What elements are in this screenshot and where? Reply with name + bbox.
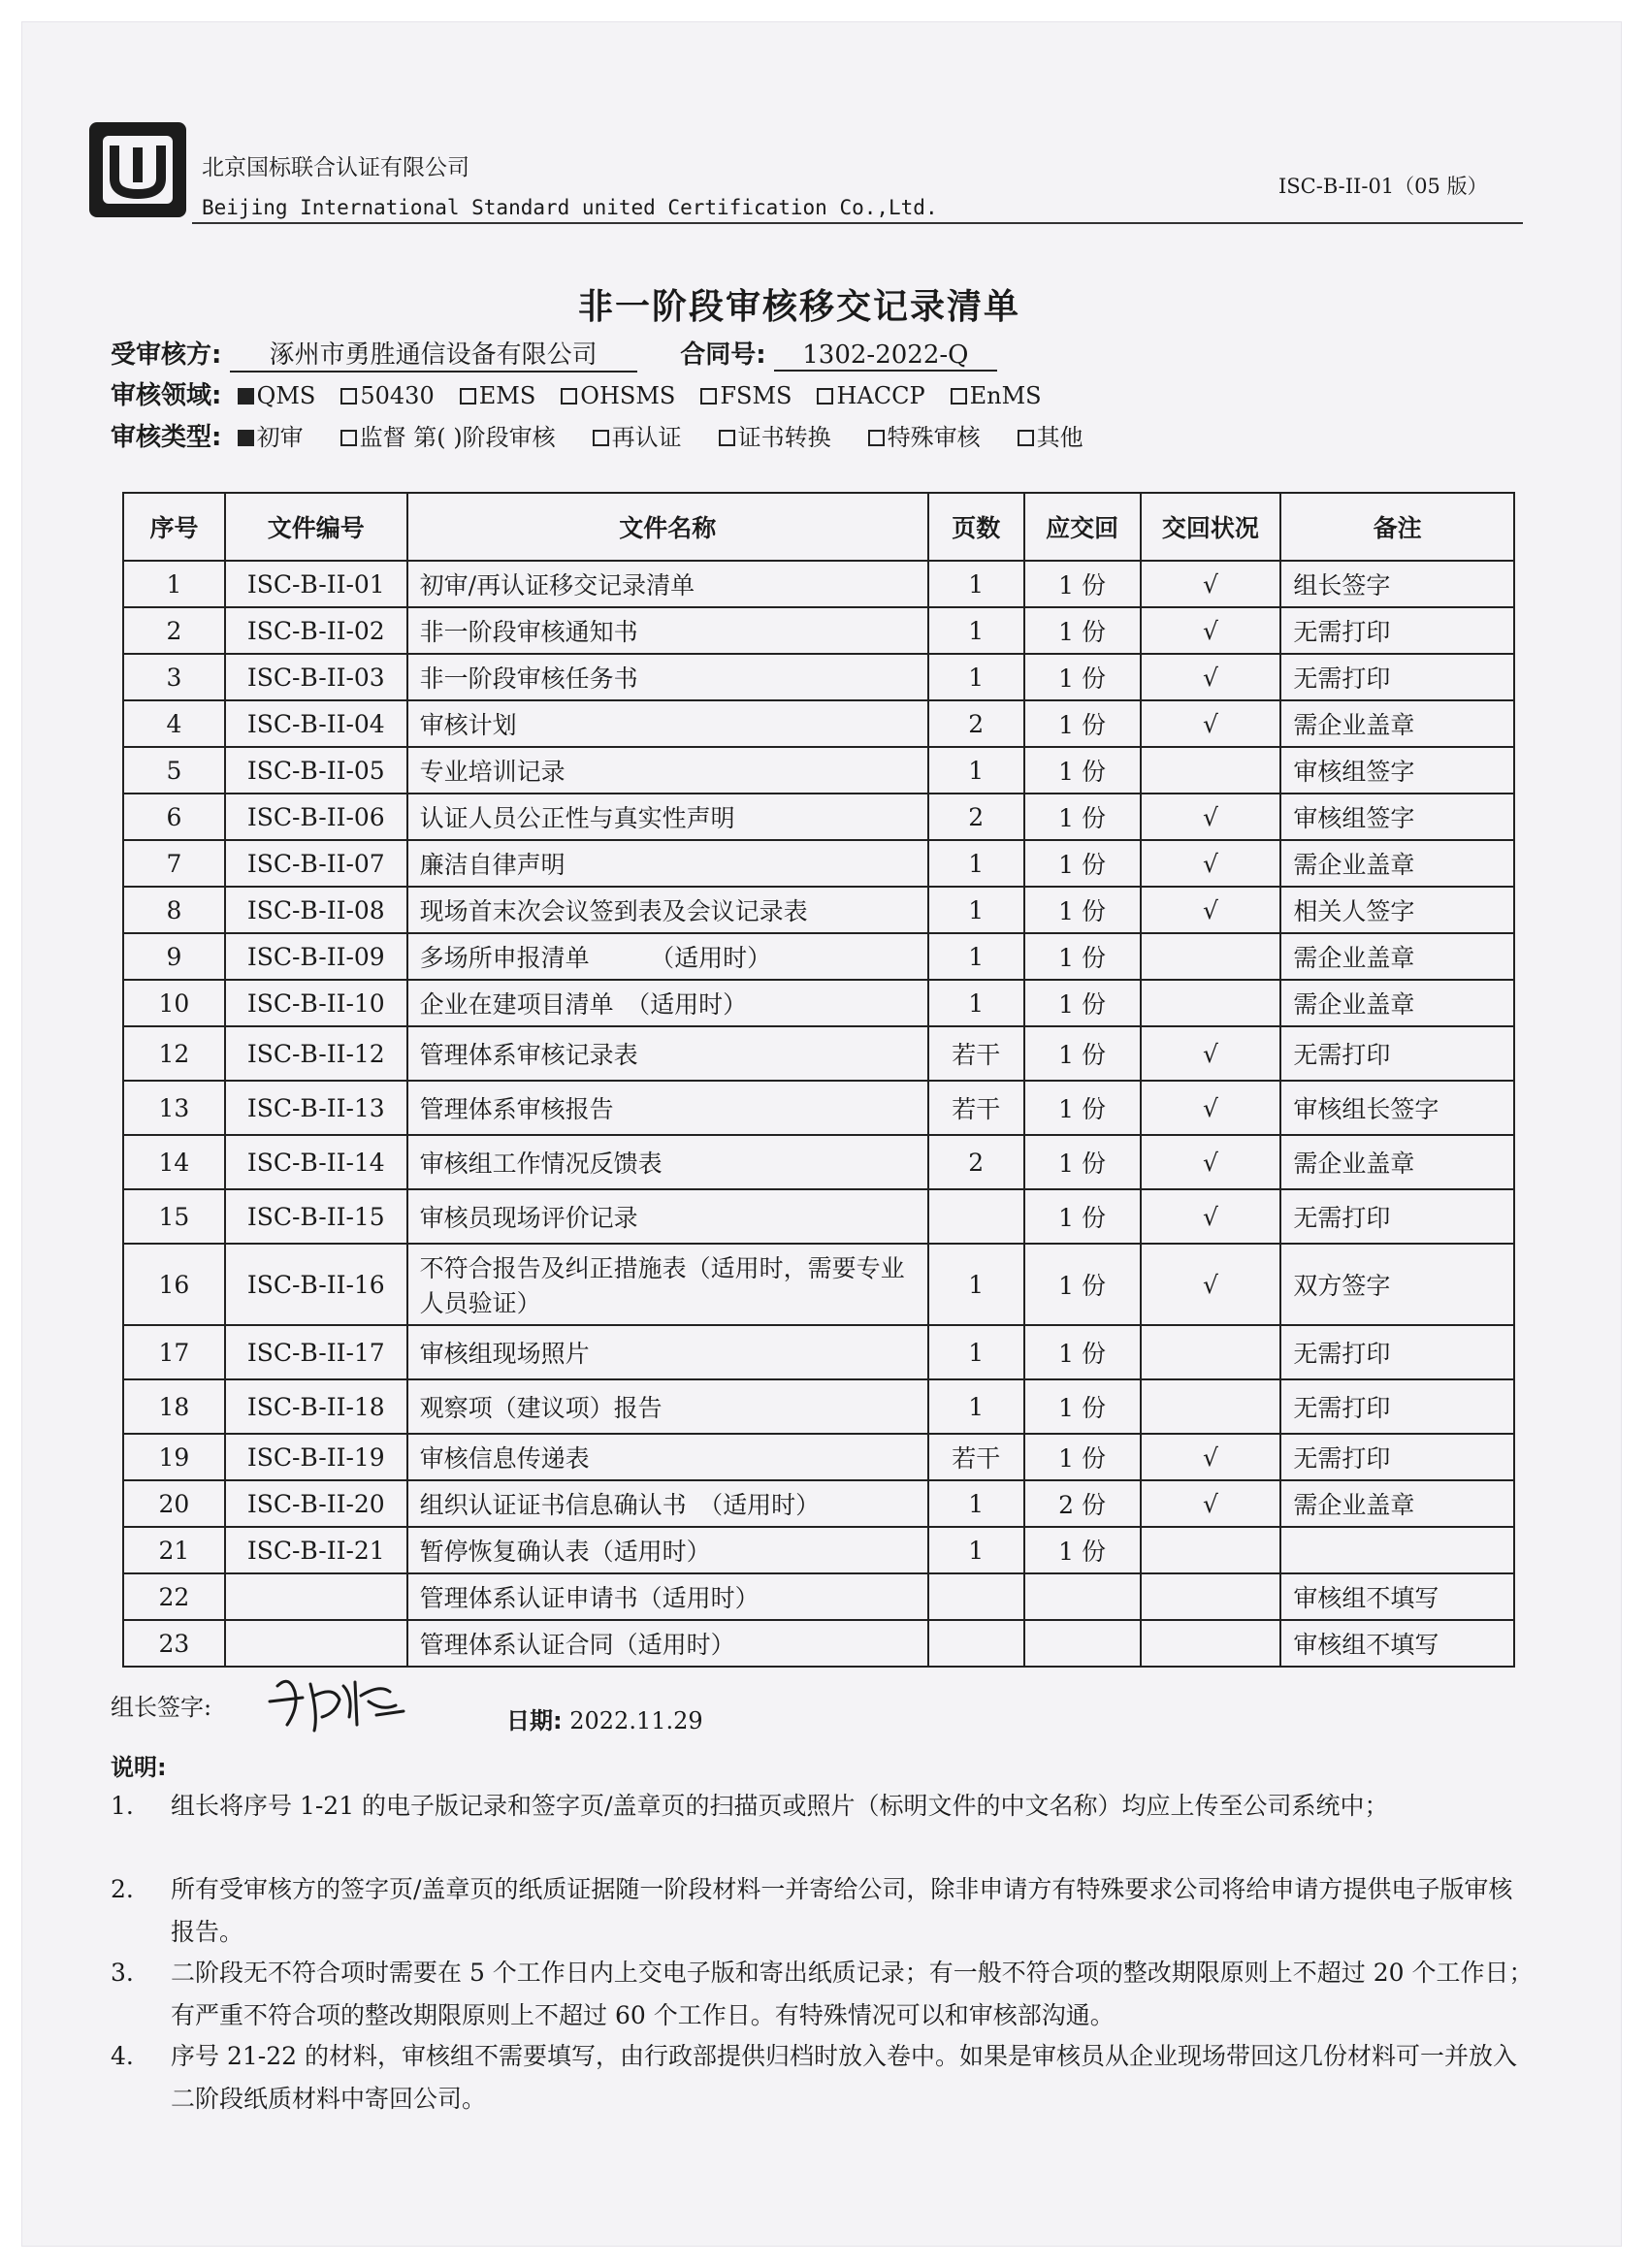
cell-name: 审核组现场照片 [407,1325,928,1379]
field-option-label: QMS [256,382,316,409]
cell-name: 审核信息传递表 [407,1434,928,1480]
checkbox-icon[interactable] [460,388,476,405]
cell-no: 21 [123,1527,225,1573]
cell-status: √ [1141,654,1281,700]
cell-code: ISC-B-II-17 [225,1325,407,1379]
cell-status: √ [1141,607,1281,654]
col-header-pages: 页数 [928,493,1024,561]
cell-qty: 1 份 [1024,1244,1141,1325]
cell-name: 企业在建项目清单 （适用时） [407,980,928,1026]
cell-name: 专业培训记录 [407,747,928,794]
cell-qty: 1 份 [1024,1434,1141,1480]
table-row [123,1244,1514,1325]
table-row [123,1189,1514,1244]
field-option[interactable] [561,382,675,409]
cell-code: ISC-B-II-20 [225,1480,407,1527]
notes-title: 说明: [111,1754,167,1781]
auditee-value: 涿州市勇胜通信设备有限公司 [230,335,637,373]
company-name-en: Beijing International Standard united Certification Co.,Ltd. [202,196,938,219]
cell-no: 9 [123,933,225,980]
cell-status: √ [1141,840,1281,887]
cell-no: 16 [123,1244,225,1325]
cell-code: ISC-B-II-04 [225,700,407,747]
cell-no: 23 [123,1620,225,1667]
cell-note: 需企业盖章 [1280,980,1514,1026]
col-header-status: 交回状况 [1141,493,1281,561]
page-title: 非一阶段审核移交记录清单 [577,287,1020,327]
checkbox-icon[interactable] [868,430,885,446]
cell-pages [928,1620,1024,1667]
cell-pages: 1 [928,1244,1024,1325]
cell-status: √ [1141,794,1281,840]
cell-qty: 1 份 [1024,794,1141,840]
field-option-label: 50430 [360,382,435,409]
cell-name: 组织认证证书信息确认书 （适用时） [407,1480,928,1527]
cell-code: ISC-B-II-14 [225,1135,407,1189]
cell-note: 无需打印 [1280,607,1514,654]
col-header-code: 文件编号 [225,493,407,561]
table-row [123,700,1514,747]
transfer-record-table [122,492,1515,1668]
checkbox-icon[interactable] [340,430,357,446]
cell-qty: 1 份 [1024,700,1141,747]
cell-qty: 1 份 [1024,1379,1141,1434]
cell-code: ISC-B-II-12 [225,1026,407,1081]
cell-pages: 1 [928,1379,1024,1434]
table-row [123,1135,1514,1189]
cell-qty: 1 份 [1024,1325,1141,1379]
contract-label: 合同号: [680,340,766,370]
cell-name: 现场首末次会议签到表及会议记录表 [407,887,928,933]
header-divider [192,222,1523,224]
cell-pages: 1 [928,1325,1024,1379]
cell-status: √ [1141,1135,1281,1189]
cell-name: 非一阶段审核任务书 [407,654,928,700]
table-row [123,561,1514,607]
cell-code: ISC-B-II-06 [225,794,407,840]
cell-code: ISC-B-II-03 [225,654,407,700]
note-number: 4. [111,2042,134,2070]
note-item [111,1952,1536,2037]
checkbox-icon[interactable] [951,388,967,405]
cell-qty: 1 份 [1024,980,1141,1026]
cell-code: ISC-B-II-15 [225,1189,407,1244]
cell-no: 14 [123,1135,225,1189]
field-option-label: HACCP [836,382,925,409]
cell-note: 无需打印 [1280,1379,1514,1434]
table-row [123,1480,1514,1527]
note-text: 组长将序号 1-21 的电子版记录和签字页/盖章页的扫描页或照片（标明文件的中文名称）均应上传至公司系统中； [171,1792,1389,1820]
note-item [111,1785,1536,1828]
cell-qty: 1 份 [1024,1081,1141,1135]
cell-pages: 1 [928,980,1024,1026]
col-header-no: 序号 [123,493,225,561]
cell-code: ISC-B-II-10 [225,980,407,1026]
checkbox-icon[interactable] [817,388,833,405]
field-option[interactable] [460,382,536,409]
cell-pages: 2 [928,700,1024,747]
cell-no: 17 [123,1325,225,1379]
cell-no: 4 [123,700,225,747]
cell-no: 20 [123,1480,225,1527]
table-row [123,1081,1514,1135]
cell-note: 需企业盖章 [1280,1135,1514,1189]
cell-no: 8 [123,887,225,933]
type-option[interactable] [719,418,831,452]
field-option-label: FSMS [720,382,792,409]
cell-qty: 1 份 [1024,747,1141,794]
field-option-label: EnMS [969,382,1042,409]
cell-pages: 1 [928,840,1024,887]
cell-note: 需企业盖章 [1280,840,1514,887]
cell-status: √ [1141,1189,1281,1244]
type-options [230,423,1095,452]
cell-qty: 1 份 [1024,1527,1141,1573]
cell-status: √ [1141,1480,1281,1527]
cell-code [225,1573,407,1620]
note-number: 3. [111,1959,134,1987]
cell-no: 10 [123,980,225,1026]
cell-pages: 1 [928,747,1024,794]
cell-name: 廉洁自律声明 [407,840,928,887]
cell-pages: 1 [928,654,1024,700]
cell-no: 2 [123,607,225,654]
cell-name: 审核组工作情况反馈表 [407,1135,928,1189]
cell-status [1141,933,1281,980]
cell-pages: 1 [928,1480,1024,1527]
type-option-label: 其他 [1036,424,1083,451]
cell-pages: 1 [928,1527,1024,1573]
company-logo [85,118,192,223]
contract-value: 1302-2022-Q [774,340,997,372]
cell-code: ISC-B-II-21 [225,1527,407,1573]
cell-no: 6 [123,794,225,840]
note-number: 2. [111,1875,134,1903]
cell-name: 管理体系审核记录表 [407,1026,928,1081]
cell-no: 5 [123,747,225,794]
checkbox-icon[interactable] [1018,430,1034,446]
cell-name: 初审/再认证移交记录清单 [407,561,928,607]
document-code: ISC-B-II-01（05 版） [1278,175,1488,198]
cell-status [1141,747,1281,794]
col-header-name: 文件名称 [407,493,928,561]
cell-status: √ [1141,1081,1281,1135]
cell-name: 管理体系认证申请书（适用时） [407,1573,928,1620]
cell-pages [928,1573,1024,1620]
table-row [123,1527,1514,1573]
cell-code: ISC-B-II-05 [225,747,407,794]
cell-code: ISC-B-II-09 [225,933,407,980]
cell-qty: 1 份 [1024,887,1141,933]
cell-name: 不符合报告及纠正措施表（适用时，需要专业人员验证） [407,1244,928,1325]
table-row [123,794,1514,840]
cell-pages: 2 [928,794,1024,840]
table-row [123,980,1514,1026]
cell-pages: 若干 [928,1026,1024,1081]
note-text: 所有受审核方的签字页/盖章页的纸质证据随一阶段材料一并寄给公司，除非申请方有特殊要求公司将给申请方提供电子版审核报告。 [171,1875,1513,1946]
cell-code: ISC-B-II-02 [225,607,407,654]
field-option[interactable] [238,382,316,409]
type-option[interactable] [1018,418,1083,452]
type-option-label: 监督 第( )阶段审核 [359,424,556,451]
cell-status: √ [1141,561,1281,607]
table-row [123,654,1514,700]
cell-pages: 1 [928,607,1024,654]
cell-note: 相关人签字 [1280,887,1514,933]
cell-no: 13 [123,1081,225,1135]
field-option[interactable] [951,382,1042,409]
table-row [123,607,1514,654]
cell-name: 观察项（建议项）报告 [407,1379,928,1434]
type-option[interactable] [868,418,981,452]
cell-name: 非一阶段审核通知书 [407,607,928,654]
cell-name: 认证人员公正性与真实性声明 [407,794,928,840]
cell-pages: 1 [928,887,1024,933]
note-item [111,2035,1536,2121]
table-row [123,747,1514,794]
cell-no: 15 [123,1189,225,1244]
cell-note: 审核组不填写 [1280,1620,1514,1667]
type-option[interactable] [593,418,682,452]
field-option-label: OHSMS [580,382,676,409]
audit-type-row [111,417,1095,453]
cell-note: 双方签字 [1280,1244,1514,1325]
table-header-row [123,493,1514,561]
leader-signature [260,1657,415,1740]
cell-status: √ [1141,1244,1281,1325]
cell-no: 22 [123,1573,225,1620]
cell-code: ISC-B-II-19 [225,1434,407,1480]
cell-status [1141,1620,1281,1667]
table-row [123,1573,1514,1620]
type-option-label: 再认证 [611,424,682,451]
field-options [230,381,1053,410]
cell-qty: 1 份 [1024,1189,1141,1244]
note-number: 1. [111,1792,134,1820]
table-row [123,840,1514,887]
cell-note: 无需打印 [1280,1189,1514,1244]
cell-pages [928,1189,1024,1244]
cell-note: 无需打印 [1280,1325,1514,1379]
cell-qty: 1 份 [1024,607,1141,654]
cell-qty: 1 份 [1024,561,1141,607]
cell-status: √ [1141,887,1281,933]
cell-no: 19 [123,1434,225,1480]
cell-note: 需企业盖章 [1280,933,1514,980]
checked-box-icon[interactable] [238,430,254,446]
table-row [123,887,1514,933]
field-option[interactable] [340,382,434,409]
type-option-label: 证书转换 [737,424,831,451]
cell-no: 18 [123,1379,225,1434]
cell-status [1141,1573,1281,1620]
cell-code: ISC-B-II-13 [225,1081,407,1135]
cell-qty: 2 份 [1024,1480,1141,1527]
cell-name: 暂停恢复确认表（适用时） [407,1527,928,1573]
cell-pages: 若干 [928,1434,1024,1480]
cell-qty: 1 份 [1024,654,1141,700]
cell-qty [1024,1573,1141,1620]
field-label: 审核领域: [111,381,222,410]
type-option-label: 特殊审核 [887,424,981,451]
field-option[interactable] [817,382,924,409]
table-row [123,1325,1514,1379]
type-option[interactable] [238,418,304,452]
cell-qty [1024,1620,1141,1667]
cell-status [1141,1527,1281,1573]
cell-status [1141,1379,1281,1434]
table-row [123,1379,1514,1434]
col-header-qty: 应交回 [1024,493,1141,561]
cell-note: 审核组长签字 [1280,1081,1514,1135]
cell-status [1141,1325,1281,1379]
cell-no: 1 [123,561,225,607]
cell-note: 需企业盖章 [1280,700,1514,747]
auditee-label: 受审核方: [111,340,222,370]
cell-status [1141,980,1281,1026]
cell-no: 12 [123,1026,225,1081]
field-option-label: EMS [478,382,536,409]
cell-note: 无需打印 [1280,654,1514,700]
cell-name: 管理体系审核报告 [407,1081,928,1135]
checkbox-icon[interactable] [719,430,735,446]
checkbox-icon[interactable] [593,430,609,446]
cell-no: 7 [123,840,225,887]
cell-name: 多场所申报清单 （适用时） [407,933,928,980]
table-row [123,1026,1514,1081]
field-option[interactable] [700,382,792,409]
note-text: 序号 21-22 的材料，审核组不需要填写，由行政部提供归档时放入卷中。如果是审核员从企业现场带回这几份材料可一并放入二阶段纸质材料中寄回公司。 [171,2042,1517,2113]
cell-status: √ [1141,1026,1281,1081]
checkbox-icon[interactable] [561,388,577,405]
type-label: 审核类型: [111,423,222,452]
cell-note: 组长签字 [1280,561,1514,607]
date-label: 日期: [506,1707,563,1734]
cell-note: 无需打印 [1280,1434,1514,1480]
cell-note: 审核组不填写 [1280,1573,1514,1620]
cell-pages: 2 [928,1135,1024,1189]
note-text: 二阶段无不符合项时需要在 5 个工作日内上交电子版和寄出纸质记录；有一般不符合项的整改期限原则上不超过 20 个工作日；有严重不符合项的整改期限原则上不超过 60 个工作日。有特殊情况可以和审核部沟通。 [171,1959,1534,2029]
cell-qty: 1 份 [1024,1135,1141,1189]
cell-no: 3 [123,654,225,700]
cell-code: ISC-B-II-07 [225,840,407,887]
cell-code: ISC-B-II-16 [225,1244,407,1325]
company-name-cn: 北京国标联合认证有限公司 [202,155,469,180]
cell-note [1280,1527,1514,1573]
cell-qty: 1 份 [1024,1026,1141,1081]
cell-name: 审核员现场评价记录 [407,1189,928,1244]
col-header-note: 备注 [1280,493,1514,561]
table-row [123,933,1514,980]
cell-note: 审核组签字 [1280,794,1514,840]
leader-signature-label: 组长签字: [111,1694,212,1721]
checkbox-icon[interactable] [700,388,717,405]
cell-name: 管理体系认证合同（适用时） [407,1620,928,1667]
cell-qty: 1 份 [1024,840,1141,887]
cell-status: √ [1141,1434,1281,1480]
date-row [506,1701,703,1735]
auditee-row [111,335,997,373]
cell-pages: 1 [928,561,1024,607]
audit-field-row [111,375,1053,411]
cell-code: ISC-B-II-08 [225,887,407,933]
cell-pages: 若干 [928,1081,1024,1135]
cell-pages: 1 [928,933,1024,980]
cell-code: ISC-B-II-01 [225,561,407,607]
date-value: 2022.11.29 [569,1707,703,1734]
cell-code: ISC-B-II-18 [225,1379,407,1434]
cell-note: 审核组签字 [1280,747,1514,794]
checked-box-icon[interactable] [238,388,254,405]
note-item [111,1868,1536,1954]
cell-note: 无需打印 [1280,1026,1514,1081]
checkbox-icon[interactable] [340,388,357,405]
type-option-label: 初审 [256,424,304,451]
table-row [123,1434,1514,1480]
cell-qty: 1 份 [1024,933,1141,980]
type-option[interactable] [340,418,556,452]
cell-note: 需企业盖章 [1280,1480,1514,1527]
cell-status: √ [1141,700,1281,747]
cell-name: 审核计划 [407,700,928,747]
